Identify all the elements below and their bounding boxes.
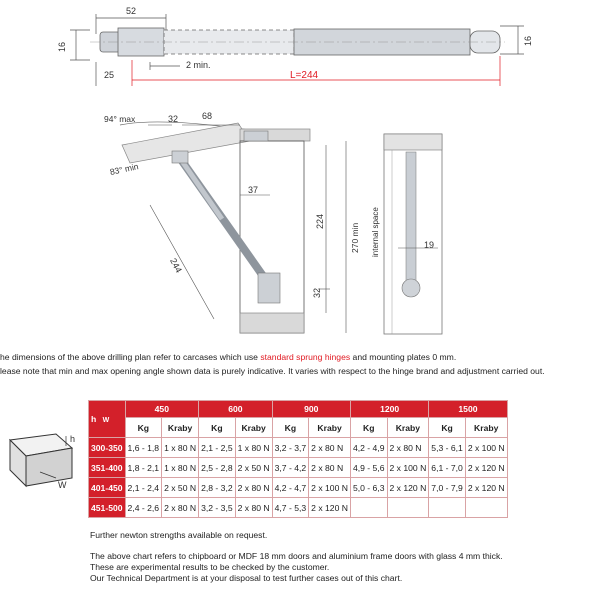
table-cell: 2 x 120 N xyxy=(465,478,507,498)
table-cell: 2 x 120 N xyxy=(465,458,507,478)
dim-270-label: 270 min xyxy=(350,222,360,253)
cabinet-front-drawing xyxy=(378,128,448,343)
table-cell: 1 x 80 N xyxy=(162,438,199,458)
table-cell: 6,1 - 7,0 xyxy=(429,458,466,478)
table-cell: 2 x 80 N xyxy=(387,438,429,458)
table-cell xyxy=(429,498,466,518)
table-cell: 5,0 - 6,3 xyxy=(350,478,387,498)
table-cell: 2 x 80 N xyxy=(235,478,272,498)
dim-224-label: 224 xyxy=(315,213,325,229)
table-cell: 1,6 - 1,8 xyxy=(125,438,162,458)
table-cell: 4,2 - 4,7 xyxy=(272,478,309,498)
kg-header: Kg xyxy=(125,418,162,438)
kg-header: Kg xyxy=(199,418,236,438)
dim-37-label: 37 xyxy=(248,185,259,195)
height-cell: 401-450 xyxy=(89,478,126,498)
table-row xyxy=(89,438,508,458)
table-cell: 2 x 50 N xyxy=(235,458,272,478)
icon-h-label: h xyxy=(70,434,76,444)
dim-244-label: 244 xyxy=(168,256,184,275)
width-header: 900 xyxy=(272,401,350,418)
table-cell: 2 x 100 N xyxy=(387,458,429,478)
table-cell: 2 x 120 N xyxy=(309,498,351,518)
table-cell: 2 x 120 N xyxy=(387,478,429,498)
table-row xyxy=(89,498,508,518)
height-cell: 300-350 xyxy=(89,438,126,458)
kg-header: Kg xyxy=(429,418,466,438)
footer-line-2: The above chart refers to chipboard or MDF 18 mm doors and aluminium frame doors with glass 4 mm thick. xyxy=(90,551,503,561)
cabinet-side-drawing xyxy=(0,95,380,350)
kraby-header: Kraby xyxy=(162,418,199,438)
table-row xyxy=(89,458,508,478)
table-cell: 7,0 - 7,9 xyxy=(429,478,466,498)
width-header: 600 xyxy=(199,401,273,418)
height-cell: 351-400 xyxy=(89,458,126,478)
table-cell: 3,2 - 3,5 xyxy=(199,498,236,518)
dim-19-label: 19 xyxy=(424,240,435,250)
footer-line-4: Our Technical Department is at your disposal to test further cases out of this chart. xyxy=(90,573,403,583)
dim-52-label: 52 xyxy=(126,6,137,16)
note-line-2: lease note that min and max opening angle shown data is purely indicative. It varies with respect to the hinge brand and adjustment carried out. xyxy=(0,366,545,376)
kraby-header: Kraby xyxy=(387,418,429,438)
kg-header: Kg xyxy=(272,418,309,438)
note-line-1: he dimensions of the above drilling plan refer to carcases which use standard sprung hinges and mounting plates 0 mm. xyxy=(0,352,457,362)
table-cell: 2,1 - 2,4 xyxy=(125,478,162,498)
table-cell: 2,1 - 2,5 xyxy=(199,438,236,458)
table-cell: 2,8 - 3,2 xyxy=(199,478,236,498)
table-cell: 2 x 80 N xyxy=(309,458,351,478)
table-row xyxy=(89,478,508,498)
height-cell: 451-500 xyxy=(89,498,126,518)
kraby-header: Kraby xyxy=(465,418,507,438)
table-cell xyxy=(465,498,507,518)
table-cell: 4,7 - 5,3 xyxy=(272,498,309,518)
table-cell: 4,2 - 4,9 xyxy=(350,438,387,458)
cabinet-box-icon xyxy=(0,428,86,490)
dim-length-label: L=244 xyxy=(290,70,319,81)
dim-25-label: 25 xyxy=(104,70,115,80)
width-header: 1200 xyxy=(350,401,428,418)
table-corner: h W xyxy=(89,401,126,438)
table-cell: 2 x 100 N xyxy=(465,438,507,458)
table-cell xyxy=(350,498,387,518)
kg-header: Kg xyxy=(350,418,387,438)
dim-68-label: 68 xyxy=(202,111,213,121)
table-cell: 1 x 80 N xyxy=(235,438,272,458)
load-table xyxy=(88,400,508,518)
table-cell: 2 x 80 N xyxy=(309,438,351,458)
table-cell: 2,5 - 2,8 xyxy=(199,458,236,478)
icon-w-label: W xyxy=(58,480,67,490)
table-cell xyxy=(387,498,429,518)
table-cell: 2 x 80 N xyxy=(235,498,272,518)
table-cell: 2 x 50 N xyxy=(162,478,199,498)
dim-32-bottom-label: 32 xyxy=(312,287,322,298)
table-cell: 3,2 - 3,7 xyxy=(272,438,309,458)
table-cell: 3,7 - 4,2 xyxy=(272,458,309,478)
footer-line-3: These are experimental results to be checked by the customer. xyxy=(90,562,330,572)
dim-2min-label: 2 min. xyxy=(186,60,211,70)
standard-hinges-highlight: standard sprung hinges xyxy=(260,352,351,362)
kraby-header: Kraby xyxy=(235,418,272,438)
table-cell: 2 x 80 N xyxy=(162,498,199,518)
dim-32-top-label: 32 xyxy=(168,114,179,124)
dim-16-right-label: 16 xyxy=(523,35,533,46)
angle-min-label: 83° min xyxy=(108,161,140,177)
dim-16-left-label: 16 xyxy=(57,41,67,52)
table-cell: 5,3 - 6,1 xyxy=(429,438,466,458)
width-header: 1500 xyxy=(429,401,507,418)
internal-space-label: internal space xyxy=(371,207,380,257)
angle-max-label: 94° max xyxy=(104,114,136,124)
table-cell: 2,4 - 2,6 xyxy=(125,498,162,518)
gas-spring-drawing xyxy=(0,0,600,95)
width-header: 450 xyxy=(125,401,199,418)
table-cell: 2 x 100 N xyxy=(309,478,351,498)
kraby-header: Kraby xyxy=(309,418,351,438)
table-cell: 1,8 - 2,1 xyxy=(125,458,162,478)
table-cell: 1 x 80 N xyxy=(162,458,199,478)
table-cell: 4,9 - 5,6 xyxy=(350,458,387,478)
footer-line-1: Further newton strengths available on request. xyxy=(90,530,268,540)
